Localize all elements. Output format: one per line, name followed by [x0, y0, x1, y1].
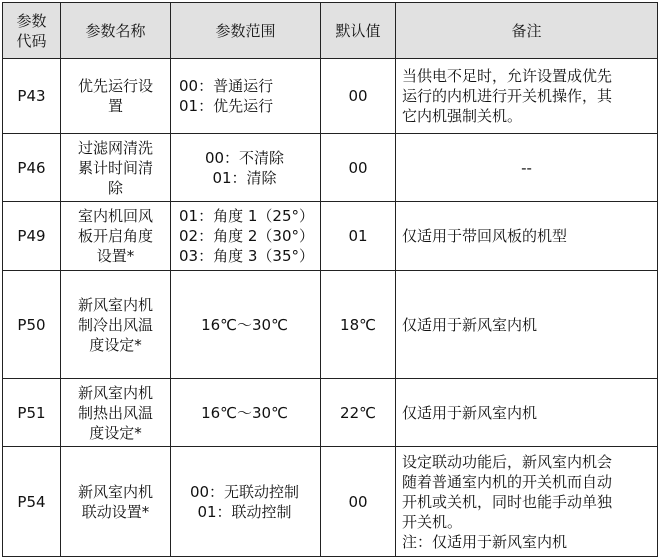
table-row [3, 59, 658, 134]
header-default: 默认值 [321, 3, 396, 59]
header-note: 备注 [396, 3, 658, 59]
param-range: 16℃～30℃ [171, 271, 321, 379]
param-code: P50 [3, 271, 61, 379]
table-header-row [3, 3, 658, 59]
param-range: 01：角度 1（25°） 02：角度 2（30°） 03：角度 3（35°） [171, 202, 321, 271]
parameter-table [2, 2, 658, 557]
param-range: 16℃～30℃ [171, 379, 321, 447]
table-row [3, 379, 658, 447]
table-row [3, 447, 658, 557]
param-default: 00 [321, 59, 396, 134]
param-note: 当供电不足时，允许设置成优先 运行的内机进行开关机操作，其 它内机强制关机。 [396, 59, 658, 134]
param-range: 00：普通运行 01：优先运行 [171, 59, 321, 134]
param-code: P54 [3, 447, 61, 557]
param-note: 仅适用于新风室内机 [396, 271, 658, 379]
param-name: 优先运行设 置 [61, 59, 171, 134]
table-row [3, 202, 658, 271]
param-name: 过滤网清洗 累计时间清 除 [61, 134, 171, 202]
header-code: 参数 代码 [3, 3, 61, 59]
param-name: 新风室内机 制热出风温 度设定* [61, 379, 171, 447]
param-default: 01 [321, 202, 396, 271]
param-code: P43 [3, 59, 61, 134]
param-name: 新风室内机 制冷出风温 度设定* [61, 271, 171, 379]
param-note: -- [396, 134, 658, 202]
param-note: 仅适用于新风室内机 [396, 379, 658, 447]
header-range: 参数范围 [171, 3, 321, 59]
table-row [3, 134, 658, 202]
param-default: 18℃ [321, 271, 396, 379]
param-range: 00：不清除 01：清除 [171, 134, 321, 202]
param-default: 00 [321, 447, 396, 557]
param-name: 新风室内机 联动设置* [61, 447, 171, 557]
param-default: 00 [321, 134, 396, 202]
param-code: P51 [3, 379, 61, 447]
param-note: 设定联动功能后，新风室内机会 随着普通室内机的开关机而自动 开机或关机，同时也能手动单独 开关机。 注：仅适用于新风室内机 [396, 447, 658, 557]
param-code: P49 [3, 202, 61, 271]
header-name: 参数名称 [61, 3, 171, 59]
param-name: 室内机回风 板开启角度 设置* [61, 202, 171, 271]
param-code: P46 [3, 134, 61, 202]
param-note: 仅适用于带回风板的机型 [396, 202, 658, 271]
param-range: 00：无联动控制 01：联动控制 [171, 447, 321, 557]
table-row [3, 271, 658, 379]
param-default: 22℃ [321, 379, 396, 447]
